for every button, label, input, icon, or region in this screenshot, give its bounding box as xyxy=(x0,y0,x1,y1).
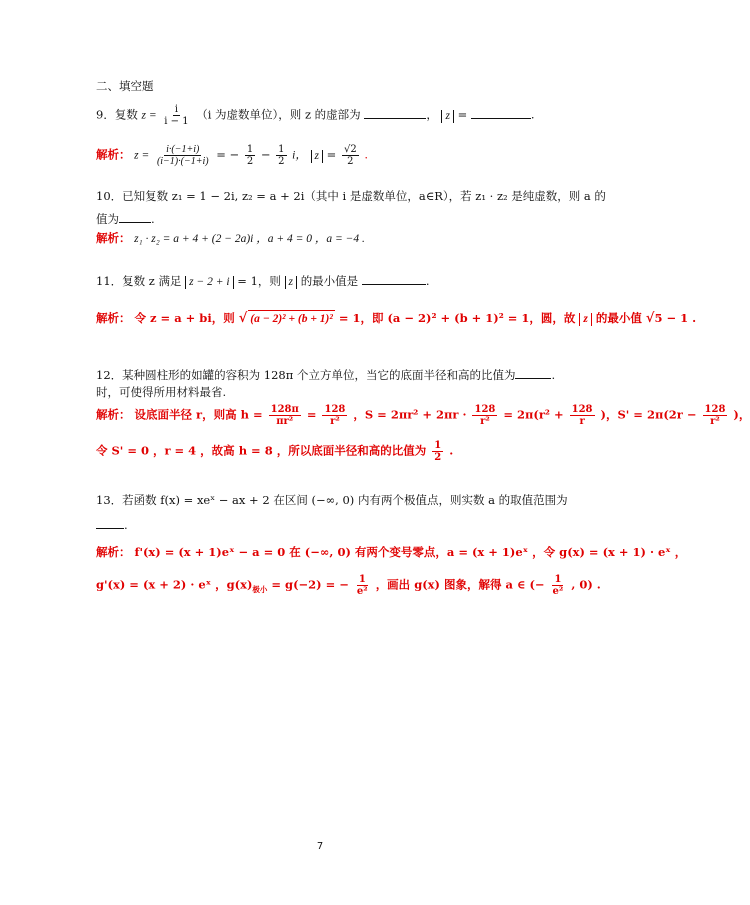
q11-text-a: 11．复数 z 满足 xyxy=(96,274,182,288)
a12-f5-den: r² xyxy=(710,416,720,427)
q9-number: 9． xyxy=(96,107,115,122)
a10-text: z₁ · z₂ = a + 4 + (2 − 2a)i ，a + 4 = 0 ，a = −4 . xyxy=(134,233,365,245)
a12-f1-den: πr² xyxy=(276,416,294,427)
a12-line2-end: . xyxy=(449,443,454,458)
a9-f3-den: 2 xyxy=(278,156,285,167)
q11-text-c: 的最小值是 xyxy=(300,274,359,288)
answer-11 xyxy=(96,310,696,327)
q9-sep: ， xyxy=(426,107,438,122)
q11-text-b: = 1，则 xyxy=(237,274,281,288)
q9-text: 复数 xyxy=(114,107,138,122)
answer-10 xyxy=(96,230,365,247)
question-11 xyxy=(96,272,430,289)
a12-f6-num: 1 xyxy=(434,440,442,451)
a12-f1-num: 128π xyxy=(270,404,299,415)
a13-frac-2 xyxy=(551,574,566,597)
a11-abs-z: z xyxy=(579,313,591,326)
a9-i-end: i， xyxy=(292,149,307,162)
a13-f1-den: e² xyxy=(356,586,368,597)
a9-frac-1 xyxy=(155,144,211,167)
a12-eq: = xyxy=(306,407,317,422)
q9-answer-blank-1[interactable] xyxy=(364,106,426,119)
question-10-line-1: 10．已知复数 z₁ = 1 − 2i, z₂ = a + 2i（其中 i 是虚数单位，a∈R），若 z₁ · z₂ 是纯虚数，则 a 的 xyxy=(96,189,606,203)
a12-frac-3 xyxy=(472,404,497,427)
answer-12-line-1 xyxy=(96,404,750,427)
a13-line2-sub: 极小 xyxy=(252,584,268,594)
a12-t4: )，S' = 2π(2r − xyxy=(600,407,697,422)
a12-t5: )， xyxy=(733,407,750,422)
a9-f4-num: √2 xyxy=(343,144,357,155)
q9-paren: （i 为虚数单位），则 z 的虚部为 xyxy=(196,107,361,122)
q9-frac-den: i − 1 xyxy=(164,116,189,127)
q11-answer-blank[interactable] xyxy=(362,272,426,285)
question-12-line-2: 时，可使得所用材料最省. xyxy=(96,385,227,399)
a9-f2-num: 1 xyxy=(246,144,254,155)
question-13-line-2 xyxy=(96,516,128,533)
a13-label: 解析： xyxy=(96,545,131,559)
a9-end: . xyxy=(364,147,369,162)
a12-f4-num: 128 xyxy=(571,404,593,415)
a9-minus: − xyxy=(260,147,271,162)
q10-answer-blank[interactable] xyxy=(119,210,151,223)
a13-frac-1 xyxy=(355,574,370,597)
a12-line2-text: 令 S' = 0 ，r = 4 ，故高 h = 8 ，所以底面半径和高的比值为 xyxy=(96,443,427,458)
a10-label: 解析： xyxy=(96,231,131,245)
a9-frac-4 xyxy=(342,144,359,167)
q9-end: . xyxy=(530,107,535,122)
page-number: 7 xyxy=(316,841,324,852)
question-10-line-2: 值为 . xyxy=(96,212,155,226)
a9-f3-num: 1 xyxy=(278,144,285,155)
a12-frac-1 xyxy=(269,404,301,427)
a11-label: 解析： xyxy=(96,311,131,325)
a13-line2-c: ，画出 g(x) 图象，解得 a ∈ (− xyxy=(375,577,545,592)
q12-line1-text: 12．某种圆柱形的如罐的容积为 128π 个立方单位，当它的底面半径和高的比值为 xyxy=(96,368,516,382)
a13-f1-num: 1 xyxy=(358,574,366,585)
q11-abs: z − 2 + i xyxy=(185,276,233,289)
a9-expr1: z = xyxy=(134,149,150,162)
question-12-line-1 xyxy=(96,366,555,383)
sqrt-icon: √ xyxy=(645,311,655,326)
q11-abs-z: z xyxy=(285,276,297,289)
a12-f6-den: 2 xyxy=(434,452,442,463)
a12-f2-den: r² xyxy=(330,416,340,427)
a12-f2-num: 128 xyxy=(324,404,346,415)
q12-line1-end: . xyxy=(551,368,556,382)
q9-abs-z: z xyxy=(441,110,453,123)
question-9 xyxy=(96,104,535,127)
q9-answer-blank-2[interactable] xyxy=(471,106,531,119)
a13-f2-den: e² xyxy=(552,586,564,597)
a11-text-d: 5 − 1 . xyxy=(654,311,697,325)
q9-frac-num: i xyxy=(174,104,179,115)
q11-end: . xyxy=(425,274,430,288)
a12-t1: 设底面半径 r，则高 h = xyxy=(134,407,263,422)
answer-9 xyxy=(96,144,368,167)
a12-f5-num: 128 xyxy=(704,404,726,415)
a9-f4-den: 2 xyxy=(347,156,354,167)
a13-line2-b: = g(−2) = − xyxy=(271,577,349,592)
answer-13-line-2 xyxy=(96,574,601,598)
a12-frac-4 xyxy=(570,404,595,427)
answer-12-line-2 xyxy=(96,440,453,463)
a9-f1-den: (i−1)·(−1+i) xyxy=(156,156,209,167)
answer-13-line-1 xyxy=(96,544,686,560)
a13-line2-a: g'(x) = (x + 2) · eˣ ，g(x) xyxy=(96,577,253,592)
a12-frac-5 xyxy=(703,404,728,427)
a9-f2-den: 2 xyxy=(246,156,254,167)
a13-line1-text: f'(x) = (x + 1)eˣ − a = 0 在 (−∞, 0) 有两个变号零点，a = (x + 1)eˣ ，令 g(x) = (x + 1) · eˣ ， xyxy=(134,545,687,559)
section-title: 二、填空题 xyxy=(96,79,154,93)
a9-eq2: = − xyxy=(216,147,240,162)
q13-line2-end: . xyxy=(124,518,128,532)
a13-line2-d: , 0) . xyxy=(571,577,601,592)
a11-text-a: 令 z = a + bi，则 xyxy=(134,311,235,325)
a11-text-b: = 1，即 (a − 2)² + (b + 1)² = 1，圆，故 xyxy=(338,311,576,325)
a12-f4-den: r xyxy=(579,416,585,427)
a12-f3-den: r² xyxy=(480,416,490,427)
a12-t2: ，S = 2πr² + 2πr · xyxy=(353,407,467,422)
a9-label: 解析： xyxy=(96,147,131,162)
q9-fraction xyxy=(162,104,190,127)
a9-abs-z: z xyxy=(311,150,323,163)
a12-label: 解析： xyxy=(96,407,131,422)
a11-sqrt: (a − 2)² + (b + 1)² xyxy=(248,310,335,327)
a9-frac-2 xyxy=(245,144,255,167)
q9-abs-eq: = xyxy=(457,107,468,122)
q12-answer-blank[interactable] xyxy=(515,366,551,379)
q9-expr: z = xyxy=(141,109,157,122)
a12-f3-num: 128 xyxy=(474,404,496,415)
a12-frac-6 xyxy=(432,440,443,463)
a11-text-c: 的最小值 xyxy=(595,311,642,325)
a12-frac-2 xyxy=(322,404,347,427)
a13-f2-num: 1 xyxy=(554,574,562,585)
q13-answer-blank[interactable] xyxy=(96,516,124,529)
a9-frac-3 xyxy=(276,144,286,167)
q10-line2-text: 值为 xyxy=(96,212,119,226)
a9-abs-eq: = xyxy=(326,147,337,162)
a12-t3: = 2π(r² + xyxy=(503,407,564,422)
sqrt-icon: √ xyxy=(238,311,248,326)
a9-f1-num: i·(−1+i) xyxy=(166,144,200,155)
question-13-line-1: 13．若函数 f(x) = xeˣ − ax + 2 在区间 (−∞, 0) 内有两个极值点，则实数 a 的取值范围为 xyxy=(96,493,568,507)
